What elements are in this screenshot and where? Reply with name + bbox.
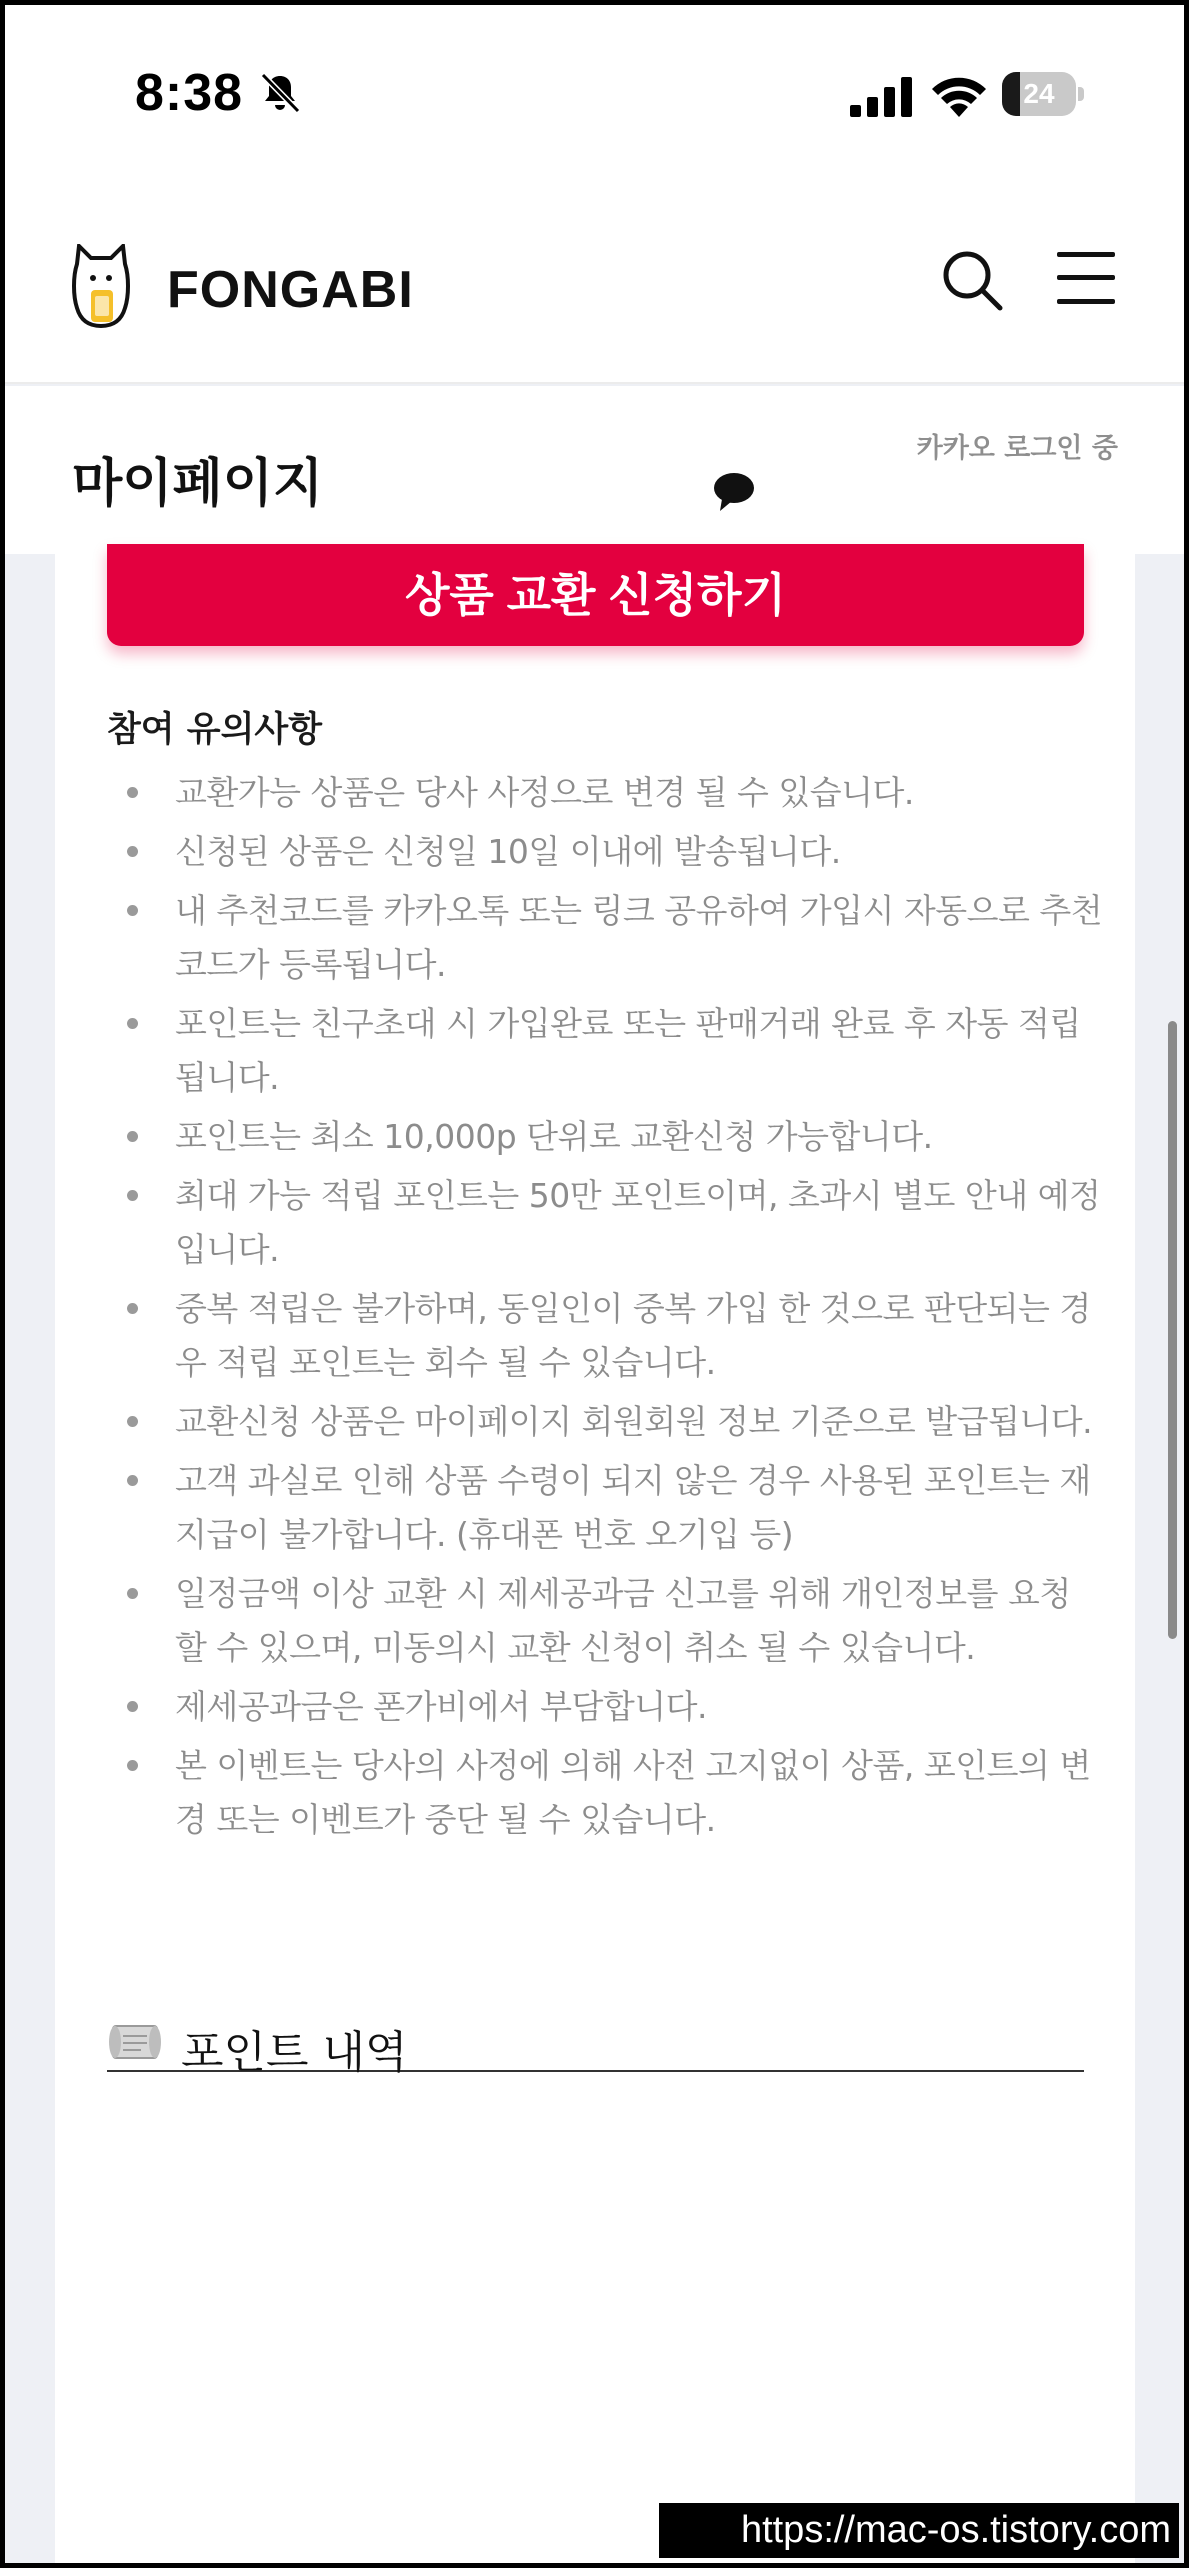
notice-item: 제세공과금은 폰가비에서 부담합니다. [107,1680,1107,1734]
notice-list [107,766,1107,1852]
menu-icon[interactable] [1055,250,1117,306]
battery-percent: 24 [1023,78,1055,109]
app-screen [5,5,1184,2563]
cat-logo-icon[interactable] [71,244,131,328]
bullet-icon [127,846,138,857]
notice-item: 교환가능 상품은 당사 사정으로 변경 될 수 있습니다. [107,766,1107,820]
bullet-icon [127,1303,138,1314]
bell-slash-icon [258,71,302,115]
bullet-icon [127,1131,138,1142]
notice-item: 중복 적립은 불가하며, 동일인이 중복 가입 한 것으로 판단되는 경우 적립 포인트는 회수 될 수 있습니다. [107,1282,1107,1390]
wifi-icon [930,71,988,117]
bullet-icon [127,1760,138,1771]
page-title-bar [5,386,1184,554]
notice-item: 고객 과실로 인해 상품 수령이 되지 않은 경우 사용된 포인트는 재지급이 불가합니다. (휴대폰 번호 오기입 등) [107,1454,1107,1562]
notice-item: 교환신청 상품은 마이페이지 회원회원 정보 기준으로 발급됩니다. [107,1395,1107,1449]
signal-icon [850,77,912,117]
site-logo-text[interactable]: FONGABI [167,261,414,319]
notice-item: 포인트는 친구초대 시 가입완료 또는 판매거래 완료 후 자동 적립됩니다. [107,997,1107,1105]
points-history-title: 포인트 내역 [181,2027,408,2078]
notice-item: 일정금액 이상 교환 시 제세공과금 신고를 위해 개인정보를 요청 할 수 있으며, 미동의시 교환 신청이 취소 될 수 있습니다. [107,1567,1107,1675]
bullet-icon [127,787,138,798]
page-title: 마이페이지 [72,454,324,514]
notice-item: 포인트는 최소 10,000p 단위로 교환신청 가능합니다. [107,1110,1107,1164]
bullet-icon [127,1190,138,1201]
bullet-icon [127,905,138,916]
search-icon[interactable] [940,248,1004,312]
bullet-icon [127,1701,138,1712]
exchange-request-button[interactable]: 상품 교환 신청하기 [107,544,1084,646]
bullet-icon [127,1416,138,1427]
content-card [55,554,1135,2563]
clock: 8:38 [135,64,244,122]
notice-item: 최대 가능 적립 포인트는 50만 포인트이며, 초과시 별도 안내 예정입니다. [107,1169,1107,1277]
scrollbar[interactable] [1168,1021,1177,1639]
bullet-icon [127,1018,138,1029]
notice-item: 신청된 상품은 신청일 10일 이내에 발송됩니다. [107,825,1107,879]
points-history-header [107,2016,1084,2078]
site-header [5,190,1184,384]
watermark-url: https://mac-os.tistory.com [659,2503,1179,2558]
notice-item: 본 이벤트는 당사의 사정에 의해 사전 고지없이 상품, 포인트의 변경 또는 이벤트가 중단 될 수 있습니다. [107,1739,1107,1847]
battery-icon [1002,72,1084,116]
status-bar [5,5,1184,190]
scroll-icon [107,2020,163,2064]
bullet-icon [127,1588,138,1599]
chat-bubble-icon[interactable] [712,471,756,513]
notice-item: 내 추천코드를 카카오톡 또는 링크 공유하여 가입시 자동으로 추천코드가 등록됩니다. [107,884,1107,992]
notice-title: 참여 유의사항 [107,710,323,750]
bullet-icon [127,1475,138,1486]
login-status: 카카오 로그인 중 [916,433,1118,464]
